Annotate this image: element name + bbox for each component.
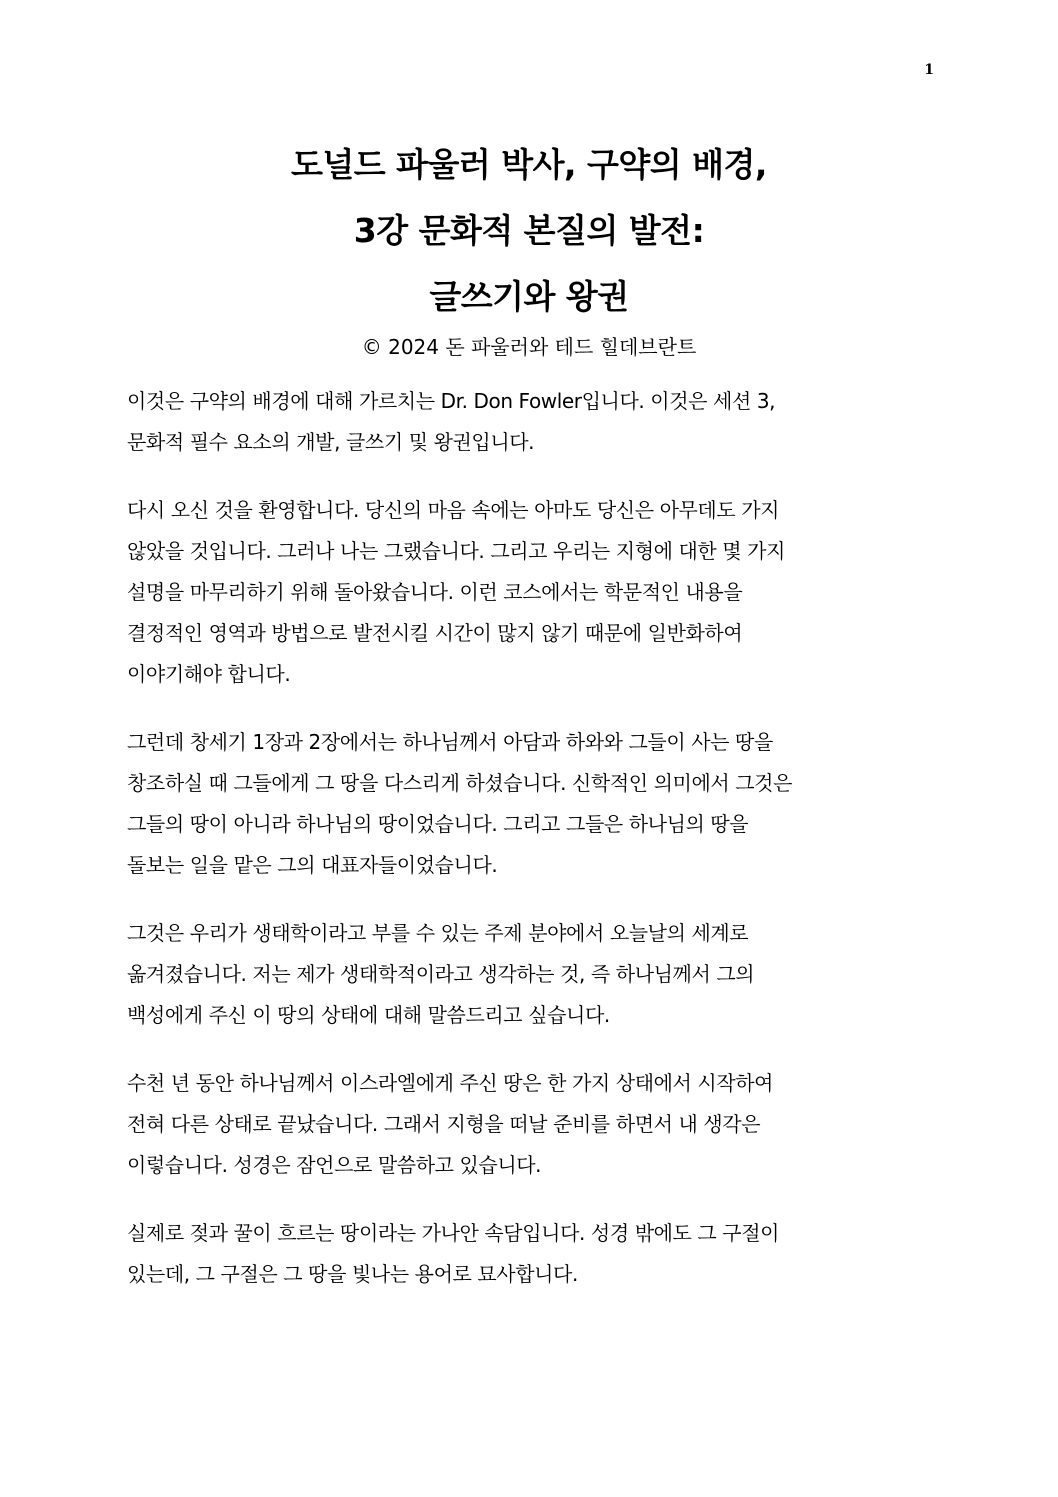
paragraph-welcome [127, 490, 947, 695]
text-line: 창조하실 때 그들에게 그 땅을 다스리게 하셨습니다. 신학적인 의미에서 그것은 [127, 771, 793, 795]
text-line: 수천 년 동안 하나님께서 이스라엘에게 주신 땅은 한 가지 상태에서 시작하여 [127, 1071, 774, 1095]
title-block [100, 132, 958, 362]
text-line: 돌보는 일을 맡은 그의 대표자들이었습니다. [127, 853, 498, 877]
title-line-2: 3강 문화적 본질의 발전: [353, 211, 705, 250]
text-line: 그런데 창세기 1장과 2장에서는 하나님께서 아담과 하와와 그들이 사는 땅을 [127, 730, 773, 754]
text-line: 그들의 땅이 아니라 하나님의 땅이었습니다. 그리고 그들은 하나님의 땅을 [127, 812, 749, 836]
page-number: 1 [924, 62, 934, 78]
text-line: 전혀 다른 상태로 끝났습니다. 그래서 지형을 떠날 준비를 하면서 내 생각은 [127, 1112, 761, 1136]
text-line: 이것은 구약의 배경에 대해 가르치는 Dr. Don Fowler입니다. 이것은 세션 3, [127, 389, 776, 413]
text-line: 이야기해야 합니다. [127, 662, 291, 686]
text-line: 이렇습니다. 성경은 잠언으로 말씀하고 있습니다. [127, 1153, 542, 1177]
copyright-line: © 2024 돈 파울러와 테드 힐데브란트 [361, 335, 697, 359]
paragraph-land-state [127, 1063, 947, 1186]
paragraph-ecology [127, 913, 947, 1036]
paragraph-milk-honey [127, 1213, 947, 1295]
paragraph-genesis [127, 722, 947, 886]
title-line-1: 도널드 파울러 박사, 구약의 배경, [291, 145, 767, 184]
text-line: 그것은 우리가 생태학이라고 부를 수 있는 주제 분야에서 오늘날의 세계로 [127, 921, 749, 945]
text-line: 있는데, 그 구절은 그 땅을 빛나는 용어로 묘사합니다. [127, 1262, 578, 1286]
document-body [127, 381, 947, 1322]
text-line: 옮겨졌습니다. 저는 제가 생태학적이라고 생각하는 것, 즉 하나님께서 그의 [127, 962, 755, 986]
title-line-3: 글쓰기와 왕권 [429, 277, 629, 316]
text-line: 문화적 필수 요소의 개발, 글쓰기 및 왕권입니다. [127, 430, 535, 454]
text-line: 백성에게 주신 이 땅의 상태에 대해 말씀드리고 싶습니다. [127, 1003, 610, 1027]
text-line: 설명을 마무리하기 위해 돌아왔습니다. 이런 코스에서는 학문적인 내용을 [127, 580, 743, 604]
paragraph-intro [127, 381, 947, 463]
text-line: 다시 오신 것을 환영합니다. 당신의 마음 속에는 아마도 당신은 아무데도 가지 [127, 498, 780, 522]
text-line: 실제로 젖과 꿀이 흐르는 땅이라는 가나안 속담입니다. 성경 밖에도 그 구절이 [127, 1221, 780, 1245]
text-line: 결정적인 영역과 방법으로 발전시킬 시간이 많지 않기 때문에 일반화하여 [127, 621, 743, 645]
text-line: 않았을 것입니다. 그러나 나는 그랬습니다. 그리고 우리는 지형에 대한 몇 가지 [127, 539, 786, 563]
